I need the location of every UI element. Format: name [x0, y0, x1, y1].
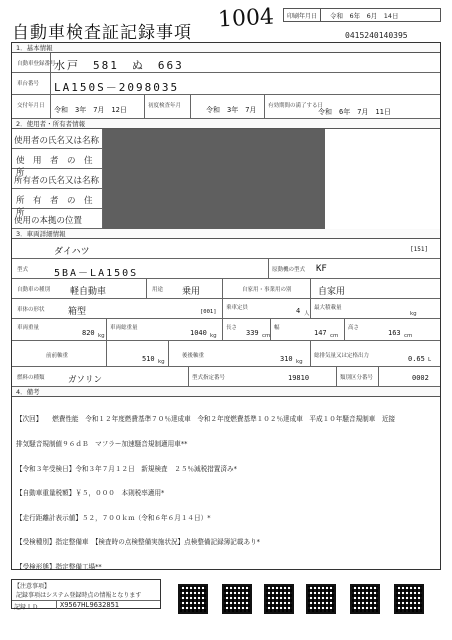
- handwritten-number: 1004: [217, 4, 275, 33]
- reg-row: [12, 53, 440, 73]
- owner-name-label: 所有者の氏名又は名称: [14, 176, 100, 186]
- model-label: 型式: [17, 267, 29, 273]
- first-reg-date: 令和 3年 7月: [206, 106, 257, 114]
- model-row: [12, 259, 440, 279]
- fuel-label: 燃料の種類: [17, 375, 45, 381]
- displacement: 0.65: [408, 355, 425, 363]
- remark-line: 【受検形態】指定整備工場**: [16, 563, 102, 572]
- remarks-block: [16, 399, 395, 588]
- engine: KF: [316, 264, 327, 274]
- qr-code-2: [222, 584, 252, 614]
- user-address-label: 使 用 者 の 住 所: [16, 156, 102, 178]
- remark-line: 【次回】 燃費性能 令和１２年度燃費基準７０％達成車 令和２年度燃費基準１０２％達成車 平成１０年騒音規制車 近接: [16, 415, 396, 424]
- displacement-unit: L: [428, 357, 432, 363]
- height-label: 高さ: [348, 325, 360, 331]
- body-label: 車体の形状: [17, 307, 45, 313]
- expiry-label: 有効期間の満了する日: [268, 103, 324, 109]
- vehicle-weight: 820: [82, 329, 95, 337]
- fuel: ガソリン: [68, 375, 103, 385]
- height-unit: cm: [404, 333, 413, 339]
- qr-code-4: [306, 584, 336, 614]
- width-label: 幅: [274, 325, 280, 331]
- front-axle-unit: kg: [158, 359, 165, 365]
- use-label: 用途: [152, 287, 164, 293]
- type-designation-label: 型式指定番号: [192, 375, 226, 381]
- body-shape: 箱型: [68, 307, 87, 317]
- section4-heading: 4．備考: [12, 387, 440, 397]
- length-unit: cm: [262, 333, 271, 339]
- remark-line: 【走行距離計表示値】５２，７００ｋｍ（令和６年６月１４日）*: [16, 513, 211, 522]
- section1-heading: 1．基本情報: [12, 43, 440, 53]
- body-code: [001]: [200, 309, 217, 315]
- qr-code-3: [264, 584, 294, 614]
- total-weight-unit: kg: [210, 333, 217, 339]
- max-load-label: 最大積載量: [314, 305, 342, 311]
- qr-code-5: [350, 584, 380, 614]
- maker-code: [151]: [410, 246, 429, 253]
- model: 5BA－LA150S: [54, 268, 139, 279]
- print-date-box: [283, 8, 441, 22]
- total-weight: 1040: [190, 329, 207, 337]
- section2-heading: 2．使用者・所有者情報: [12, 119, 440, 129]
- capacity-label: 乗車定員: [226, 305, 249, 311]
- section3-heading: 3．車両詳細情報: [12, 229, 440, 239]
- record-id-label: 記録ＩＤ: [14, 604, 39, 611]
- remark-line: 【自動車重量税額】￥５，０００ 本則税率適用*: [16, 489, 165, 498]
- weight-label: 車両重量: [17, 325, 40, 331]
- notice-heading: 【注意事項】: [14, 583, 51, 590]
- front-axle-label: 前前軸重: [46, 353, 69, 359]
- type-label: 自動車の種別: [17, 287, 51, 293]
- remark-line: 排気騒音規制値９６ｄＢ マフラー加速騒音規制適用車**: [16, 440, 188, 449]
- max-load-unit: kg: [410, 311, 417, 317]
- redaction-block: [103, 129, 325, 229]
- rear-axle-unit: kg: [296, 359, 303, 365]
- capacity: 4: [296, 307, 301, 315]
- maker: ダイハツ: [54, 247, 90, 257]
- business: 自家用: [318, 287, 346, 297]
- type-row: [12, 279, 440, 299]
- remark-line: 【令和３年受検日】令和３年７月１２日 新規検査 ２５％減税措置済み*: [16, 464, 237, 473]
- fuel-row: [12, 367, 440, 387]
- qr-code-6: [394, 584, 424, 614]
- vehicle-type: 軽自動車: [70, 287, 107, 297]
- dates-row: [12, 95, 440, 119]
- business-label: 自家用・事業用の別: [242, 287, 292, 293]
- qr-code-1: [178, 584, 208, 614]
- main-frame: [11, 42, 441, 570]
- reg-no-label: 自動車登録番号: [17, 61, 56, 67]
- capacity-unit: 人: [304, 311, 310, 317]
- class-number: 0002: [412, 374, 429, 382]
- owner-address-label: 所 有 者 の 住 所: [16, 196, 102, 218]
- weight-unit: kg: [98, 333, 105, 339]
- notice-text: 記録事項はシステム登録時点の情報となります: [16, 592, 142, 599]
- reg-no: 水戸 581 ぬ 663: [54, 59, 184, 72]
- print-date-label: 印刷年月日: [287, 12, 318, 20]
- type-designation: 19810: [288, 374, 310, 382]
- class-label: 類別区分番号: [340, 375, 374, 381]
- user-name-label: 使用者の氏名又は名称: [14, 136, 100, 146]
- width-unit: cm: [330, 333, 339, 339]
- document-title: 自動車検査証記録事項: [12, 23, 192, 43]
- dimension-row: [12, 319, 440, 341]
- chassis-number: LA150S－2098035: [54, 81, 180, 94]
- rear-axle-label: 後後軸重: [182, 353, 205, 359]
- rear-axle: 310: [280, 355, 293, 363]
- front-axle: 510: [142, 355, 155, 363]
- use: 乗用: [182, 287, 201, 297]
- chassis-label: 車台番号: [17, 81, 40, 87]
- remark-line: 【受検種別】指定整備車 【検査時の点検整備実施状況】点検整備記録簿記載あり*: [16, 538, 260, 547]
- body-row: [12, 299, 440, 319]
- height: 163: [388, 329, 401, 337]
- displacement-label: 総排気量又は定格出力: [314, 353, 370, 359]
- width: 147: [314, 329, 327, 337]
- first-reg-label: 初度検査年月: [148, 103, 182, 109]
- issue-date: 令和 3年 7月 12日: [54, 106, 127, 114]
- notice-box: [11, 579, 161, 609]
- length: 339: [246, 329, 259, 337]
- issue-date-label: 交付年月日: [17, 103, 45, 109]
- engine-label: 原動機の型式: [272, 267, 306, 273]
- document-number: 0415240140395: [345, 31, 408, 40]
- maker-row: [12, 239, 440, 259]
- chassis-row: [12, 73, 440, 95]
- expiry-date: 令和 6年 7月 11日: [318, 108, 391, 116]
- length-label: 長さ: [226, 325, 238, 331]
- axle-row: [12, 341, 440, 367]
- print-date: 令和 6年 6月 14日: [330, 11, 399, 20]
- base-location-label: 使用の本拠の位置: [14, 216, 83, 226]
- total-weight-label: 車両総重量: [110, 325, 138, 331]
- record-id: X9567HL9632851: [60, 601, 120, 609]
